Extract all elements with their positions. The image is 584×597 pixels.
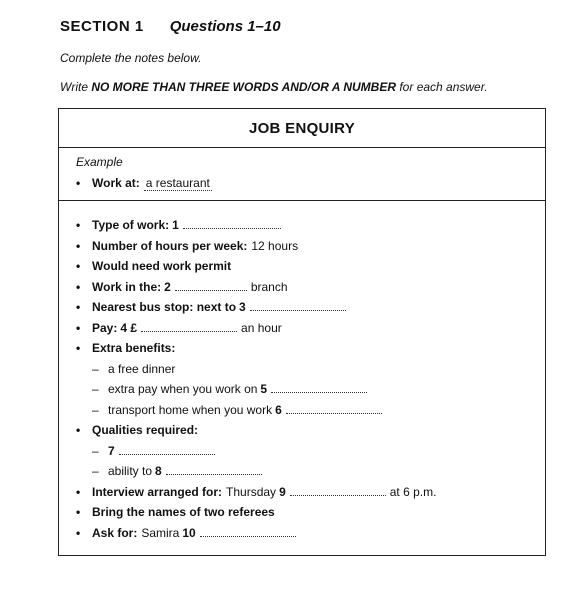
- item-label: Ask for:: [92, 526, 138, 540]
- question-number: 7: [108, 444, 115, 458]
- bullet: •: [76, 239, 81, 253]
- item-label: Qualities required:: [92, 423, 199, 437]
- item-label: Type of work:: [92, 218, 170, 232]
- example-label: Example: [76, 155, 123, 169]
- list-item-pay: [76, 321, 282, 335]
- dash: –: [92, 362, 99, 376]
- instruction-suffix: for each answer.: [396, 80, 488, 94]
- dash: –: [92, 464, 99, 478]
- questions-range: Questions 1–10: [169, 18, 281, 35]
- answer-blank-3[interactable]: [250, 301, 346, 311]
- notes-form: [58, 108, 546, 556]
- question-number: 10: [182, 526, 196, 540]
- sub-item-extra-pay: [92, 382, 371, 396]
- answer-blank-7[interactable]: [119, 445, 215, 455]
- answer-blank-5[interactable]: [271, 383, 367, 393]
- answer-blank-10[interactable]: [200, 527, 296, 537]
- question-number: 2: [164, 280, 171, 294]
- question-number: 3: [239, 300, 246, 314]
- question-number: 1: [172, 218, 179, 232]
- item-label: Bring the names of two referees: [92, 505, 275, 519]
- sub-item-text: extra pay when you work on: [108, 382, 258, 396]
- list-item-permit: [76, 259, 231, 273]
- section-label: SECTION 1: [60, 18, 144, 35]
- example-section: [59, 148, 545, 201]
- sub-item-dinner: [92, 362, 175, 376]
- item-value: 12 hours: [251, 239, 299, 253]
- list-item-benefits: [76, 341, 175, 355]
- question-number: 4 £: [120, 321, 138, 335]
- item-label: Extra benefits:: [92, 341, 176, 355]
- answer-blank-9[interactable]: [290, 486, 386, 496]
- question-number: 5: [260, 382, 268, 396]
- sub-item-text: ability to: [108, 464, 153, 478]
- bullet: •: [76, 321, 81, 335]
- list-item-interview: [76, 485, 436, 499]
- item-value: Samira: [141, 526, 180, 540]
- list-item-qualities: [76, 423, 198, 437]
- dash: –: [92, 403, 99, 417]
- answer-blank-2[interactable]: [175, 281, 247, 291]
- bullet: •: [76, 259, 81, 273]
- instruction-word-limit: [60, 80, 488, 94]
- item-value: Thursday: [226, 485, 277, 499]
- bullet: •: [76, 526, 81, 540]
- answer-blank-8[interactable]: [166, 465, 262, 475]
- list-item-referees: [76, 505, 275, 519]
- example-item-label: Work at:: [92, 176, 140, 190]
- section-heading: [60, 18, 281, 35]
- bullet: •: [76, 280, 81, 294]
- sub-item-text: a free dinner: [108, 362, 176, 376]
- answer-blank-4[interactable]: [141, 322, 237, 332]
- item-label: Nearest bus stop: next to: [92, 300, 237, 314]
- item-suffix: branch: [250, 280, 288, 294]
- bullet: •: [76, 341, 81, 355]
- item-label: Pay:: [92, 321, 118, 335]
- item-label: Would need work permit: [92, 259, 232, 273]
- question-number: 8: [155, 464, 162, 478]
- sub-item-text: transport home when you work: [108, 403, 273, 417]
- item-suffix: at 6 p.m.: [389, 485, 437, 499]
- item-suffix: an hour: [241, 321, 282, 335]
- list-item-work-in: [76, 280, 288, 294]
- item-label: Work in the:: [92, 280, 162, 294]
- dash: –: [92, 444, 99, 458]
- bullet: •: [76, 485, 81, 499]
- example-answer: a restaurant: [145, 176, 210, 190]
- dash: –: [92, 382, 99, 396]
- form-title: JOB ENQUIRY: [59, 109, 545, 148]
- list-item-hours: [76, 239, 298, 253]
- sub-item-transport: [92, 403, 386, 417]
- bullet: •: [76, 300, 81, 314]
- instruction-word-limit-bold: NO MORE THAN THREE WORDS AND/OR A NUMBER: [91, 80, 397, 94]
- example-item: [76, 176, 212, 191]
- item-label: Interview arranged for:: [92, 485, 223, 499]
- sub-item-quality-7: [92, 444, 219, 458]
- bullet: •: [76, 423, 81, 437]
- bullet: •: [76, 505, 81, 519]
- question-number: 6: [275, 403, 282, 417]
- list-item-ask-for: [76, 526, 300, 540]
- item-label: Number of hours per week:: [92, 239, 248, 253]
- answer-blank-1[interactable]: [183, 219, 281, 229]
- instruction-complete-notes: Complete the notes below.: [60, 51, 202, 65]
- sub-item-ability: [92, 464, 266, 478]
- bullet: •: [76, 218, 81, 232]
- answer-blank-6[interactable]: [286, 404, 382, 414]
- bullet: •: [76, 176, 81, 190]
- list-item-bus-stop: [76, 300, 350, 314]
- instruction-prefix: Write: [60, 80, 92, 94]
- question-number: 9: [279, 485, 286, 499]
- list-item-type-of-work: [76, 218, 285, 232]
